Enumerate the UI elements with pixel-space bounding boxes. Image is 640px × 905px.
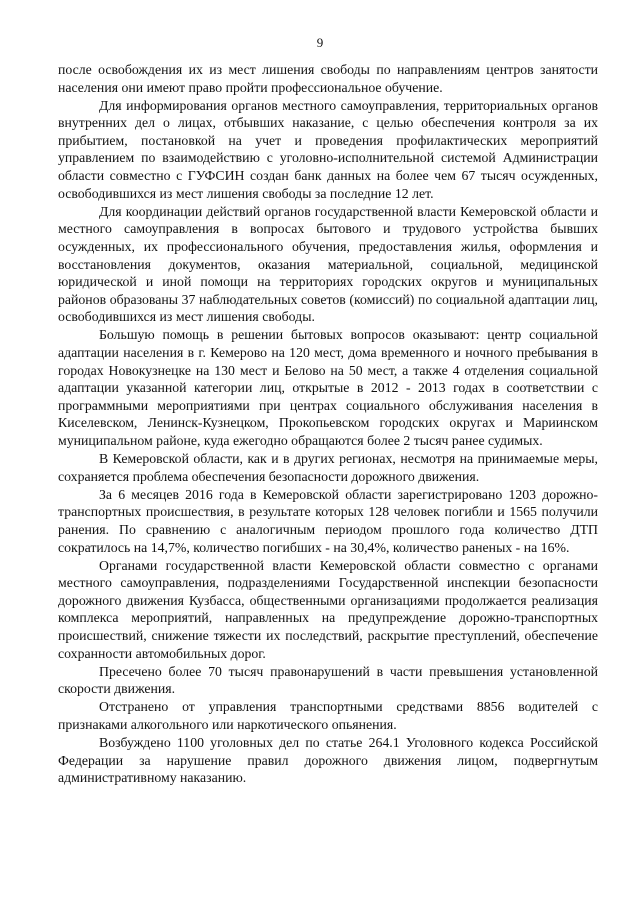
paragraph: Для информирования органов местного самоуправления, территориальных органов внутренних дел о лицах, отбывших наказание, с целью обеспечения контроля за их прибытием, постановкой на учет и проведения профилактических мероприятий управлением по взаимодействию с уголовно-исполнительной системой Администрации области совместно с ГУФСИН создан банк данных на более чем 67 тысяч осужденных, освободившихся из мест лишения свободы за последние 12 лет.: [58, 97, 598, 201]
paragraph: после освобождения их из мест лишения свободы по направлениям центров занятости населения они имеют право пройти профессиональное обучение.: [58, 62, 598, 95]
paragraph: Отстранено от управления транспортными средствами 8856 водителей с признаками алкогольного или наркотического опьянения.: [58, 699, 598, 732]
paragraph: Органами государственной власти Кемеровской области совместно с органами местного самоуправления, подразделениями Государственной инспекции безопасности дорожного движения Кузбасса, общественными организациями продолжается реализация комплекса мероприятий, направленных на предупреждение дорожно-транспортных происшествий, снижение тяжести их последствий, раскрытие преступлений, обеспечение сохранности автомобильных дорог.: [58, 557, 598, 661]
paragraph: За 6 месяцев 2016 года в Кемеровской области зарегистрировано 1203 дорожно-транспортных происшествия, в результате которых 128 человек погибли и 1565 получили ранения. По сравнению с аналогичным периодом прошлого года количество ДТП сократилось на 14,7%, количество погибших - на 30,4%, количество раненых - на 16%.: [58, 486, 598, 555]
paragraph: Для координации действий органов государственной власти Кемеровской области и местного самоуправления в вопросах бытового и трудового устройства бывших осужденных, их профессионального обучения, предоставления жилья, оформления и восстановления документов, оказания материальной, социальной, медицинской юридической и иной помощи на территориях городских округов и муниципальных районов образованы 37 наблюдательных советов (комиссий) по социальной адаптации лиц, освободившихся из мест лишения свободы.: [58, 203, 598, 325]
paragraph: Возбуждено 1100 уголовных дел по статье 264.1 Уголовного кодекса Российской Федерации за нарушение правил дорожного движения лицом, подвергнутым административному наказанию.: [58, 735, 598, 786]
paragraph: Большую помощь в решении бытовых вопросов оказывают: центр социальной адаптации населения в г. Кемерово на 120 мест, дома временного и ночного пребывания в городах Новокузнецке на 130 мест и Белово на 50 мест, а также 4 отделения социальной адаптации указанной категории лиц, открытые в 2012 - 2013 годах в соответствии с программными мероприятиями при центрах социального обслуживания населения в Киселевском, Ленинск-Кузнецком, Прокопьевском городских округах и Мариинском муниципальном районе, куда ежегодно обращаются более 2 тысяч ранее судимых.: [58, 327, 598, 448]
body-text: [58, 61, 598, 787]
page-number: 9: [316, 35, 324, 50]
paragraph: В Кемеровской области, как и в других регионах, несмотря на принимаемые меры, сохраняется проблема обеспечения безопасности дорожного движения.: [58, 451, 598, 484]
paragraph: Пресечено более 70 тысяч правонарушений в части превышения установленной скорости движения.: [58, 663, 598, 697]
